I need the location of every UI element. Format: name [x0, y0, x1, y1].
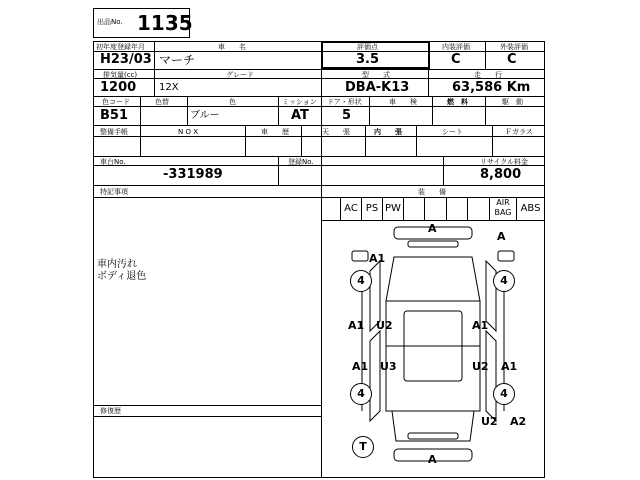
- notes-body: [97, 259, 146, 283]
- equip-ac: AC: [344, 203, 358, 214]
- door-label: ドア・形状: [327, 98, 362, 106]
- color-code: B51: [100, 108, 128, 123]
- exterior-label: 外装評価: [500, 43, 528, 51]
- damage-mark: A1: [352, 360, 369, 373]
- damage-mark: A: [497, 230, 506, 243]
- color: ブルー: [190, 110, 220, 121]
- equipment-title: 装 備: [418, 188, 446, 196]
- car-name: マーチ: [159, 53, 196, 67]
- equip-abs: ABS: [520, 203, 541, 214]
- history-label: 車 歴: [261, 128, 289, 136]
- damage-mark: U3: [380, 360, 397, 373]
- registration-label: 登録No.: [288, 158, 314, 166]
- tire-front-left: 4: [350, 270, 372, 292]
- damage-mark: A1: [348, 319, 365, 332]
- grade-label: グレード: [226, 71, 254, 79]
- damage-mark: A1: [501, 360, 518, 373]
- interior-label: 内装評価: [442, 43, 470, 51]
- recycle-fee: 8,800: [480, 167, 522, 182]
- mission-label: ミッション: [282, 98, 317, 106]
- equip-pw: PW: [385, 203, 401, 214]
- first-registration: H23/03: [100, 52, 152, 67]
- fuel-label: 燃 料: [447, 98, 468, 106]
- nox-label: N O X: [178, 128, 198, 136]
- interior-top-label: 内 張: [374, 128, 402, 136]
- cc-label: 排気量(cc): [103, 71, 138, 79]
- model-label: 型 式: [362, 71, 390, 79]
- note-line: ボディ退色: [97, 271, 147, 282]
- tire-rear-left: 4: [350, 383, 372, 405]
- equip-ps: PS: [365, 203, 379, 214]
- equip-airbag: AIR BAG: [494, 198, 512, 217]
- drive-label: 駆 動: [502, 98, 523, 106]
- tire-rear-right: 4: [493, 383, 515, 405]
- year-label: 初年度登録年月: [96, 43, 145, 51]
- recycle-label: リサイクル料金: [480, 158, 529, 166]
- displacement: 1200: [100, 80, 137, 95]
- exterior-grade: C: [507, 52, 517, 67]
- model-code: DBA-K13: [345, 80, 410, 95]
- car-name-label: 車 名: [218, 43, 246, 51]
- mileage: 63,586 Km: [452, 80, 531, 95]
- mileage-label: 走 行: [474, 71, 502, 79]
- damage-mark: U2: [481, 415, 498, 428]
- fglass-label: Ｆガラス: [505, 128, 533, 136]
- damage-mark: A1: [472, 319, 489, 332]
- score-label: 評価点: [357, 43, 378, 51]
- inspection-label: 車 検: [389, 98, 417, 106]
- lot-number: 1135: [137, 11, 193, 35]
- color-change-label: 色替: [155, 98, 169, 106]
- damage-mark: A1: [369, 252, 386, 265]
- damage-mark: A2: [510, 415, 527, 428]
- damage-mark: A: [428, 222, 437, 235]
- color-label: 色: [229, 98, 236, 106]
- seat-label: シート: [442, 128, 463, 136]
- damage-mark: U2: [472, 360, 489, 373]
- note-line: 車内汚れ: [97, 259, 137, 270]
- lot-number-label: 出品No.: [97, 18, 123, 26]
- evaluation-score: 3.5: [356, 52, 380, 67]
- spare-tire: T: [352, 436, 374, 458]
- chassis-label: 車台No.: [100, 158, 126, 166]
- notes-title: 特記事項: [100, 188, 128, 196]
- tire-front-right: 4: [493, 270, 515, 292]
- manual-label: 整備手帳: [100, 128, 128, 136]
- damage-mark: A: [428, 453, 437, 466]
- repair-history-label: 修復歴: [100, 407, 121, 415]
- sunroof-label: 天 張: [322, 128, 350, 136]
- color-code-label: 色コード: [102, 98, 130, 106]
- grade: 12X: [159, 82, 179, 93]
- mission: AT: [291, 108, 309, 123]
- chassis-number: -331989: [163, 167, 223, 182]
- interior-grade: C: [451, 52, 461, 67]
- doors: 5: [342, 108, 352, 123]
- damage-mark: U2: [376, 319, 393, 332]
